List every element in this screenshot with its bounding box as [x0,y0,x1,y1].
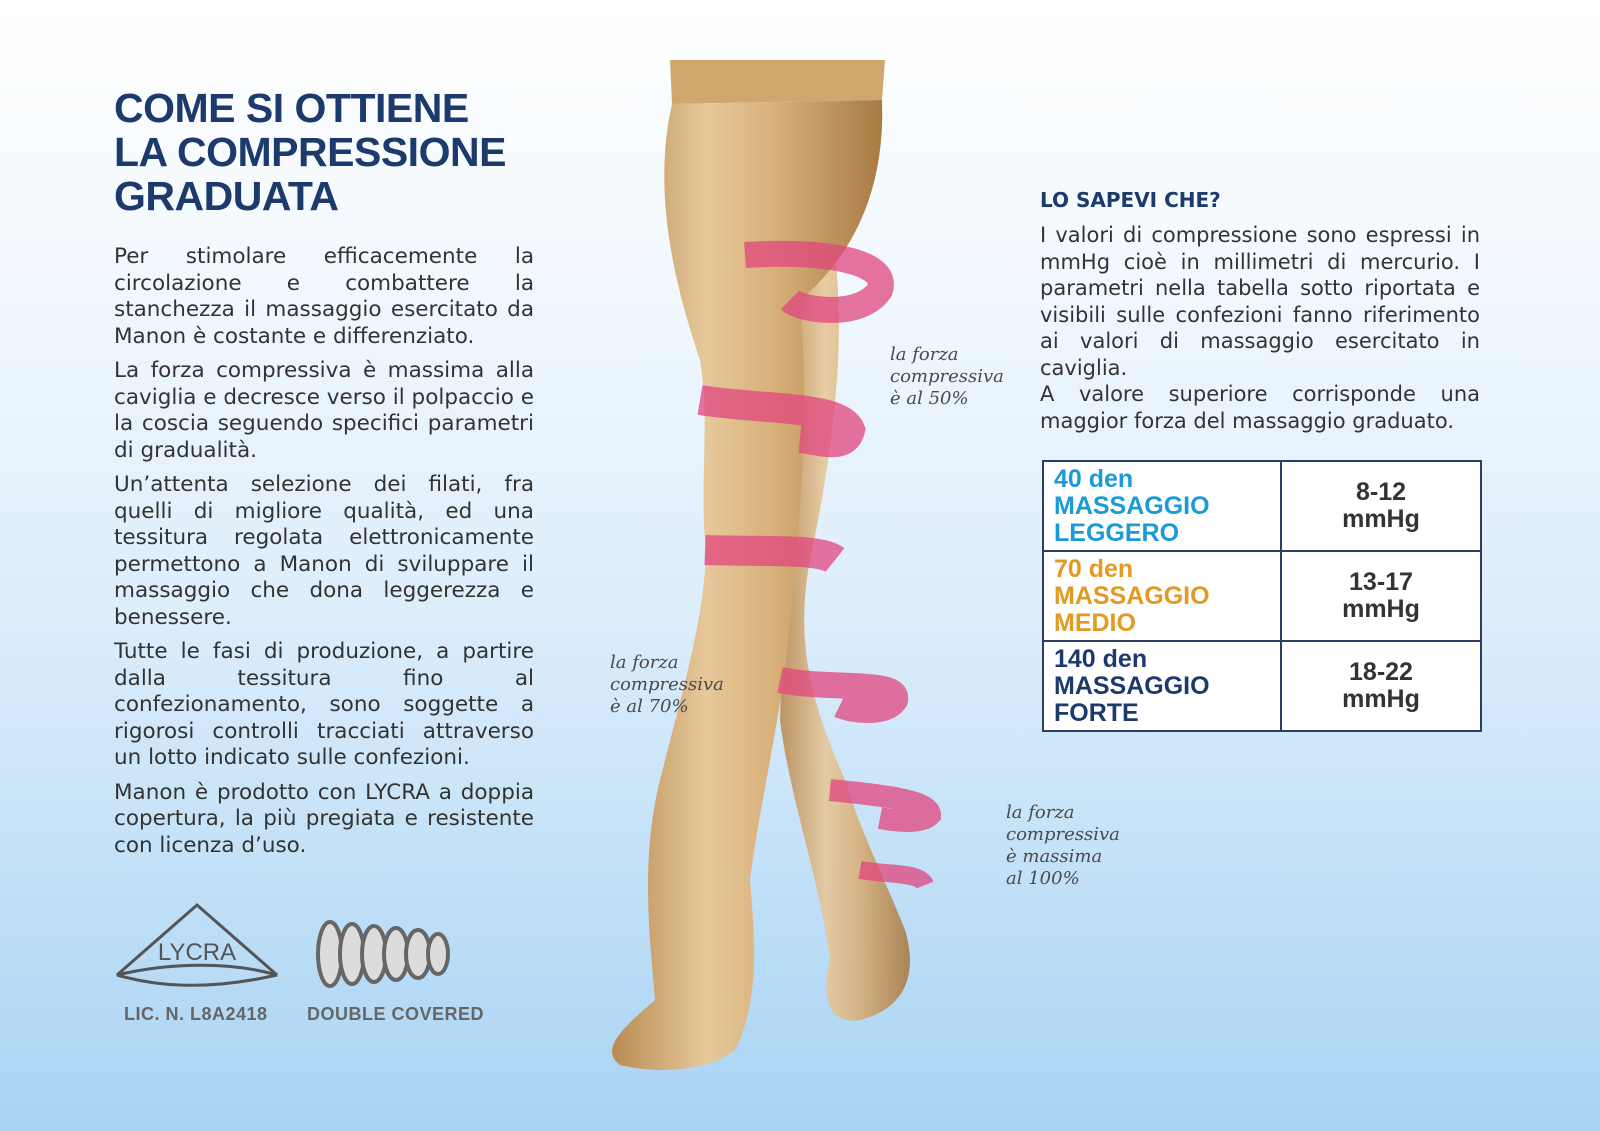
table-row [1043,641,1481,731]
lycra-logo [112,900,282,1000]
waistband [670,60,885,104]
paragraph-circulation: Per stimolare efficacemente la circolazione e combattere la stanchezza il massaggio esercitato da Manon è costante e differenziato. [114,244,534,349]
page-title [114,86,506,218]
paragraph-yarn-selection: Un’attenta selezione dei filati, fra quelli di migliore qualità, ed una tessitura regolata elettronicamente permettono a Manon di sviluppare il massaggio che dona leggerezza e benessere. [114,472,534,630]
title-line-3: GRADUATA [114,173,339,219]
mmhg-value: 13-17 mmHg [1281,551,1481,641]
did-you-know-text [1040,222,1480,434]
annotation-thigh: la forza compressiva è al 50% [890,344,1004,409]
paragraph-compression-force: La forza compressiva è massima alla caviglia e decresce verso il polpaccio e la coscia seguendo specifici parametri di gradualità. [114,358,534,463]
did-you-know-paragraph: A valore superiore corrisponde una maggior forza del massaggio graduato. [1040,382,1480,433]
den-label: 70 den MASSAGGIO MEDIO [1043,551,1281,641]
did-you-know-paragraph: I valori di compressione sono espressi in mmHg cioè in millimetri di mercurio. I parametri nella tabella sotto riportata e visibili sulle confezioni fanno riferimento ai valori di massaggio esercitato in caviglia. [1040,223,1480,380]
table-row [1043,551,1481,641]
lycra-license-caption: LIC. N. L8A2418 [124,1004,268,1024]
mmhg-value: 18-22 mmHg [1281,641,1481,731]
legs-illustration [560,0,1020,1131]
double-covered-icon [300,914,460,994]
description-text [114,244,534,867]
title-line-2: LA COMPRESSIONE [114,129,506,175]
paragraph-production: Tutte le fasi di produzione, a partire dalla tessitura fino al confezionamento, sono soggette a rigorosi controlli tracciati attraverso un lotto indicato sulle confezioni. [114,639,534,770]
annotation-calf: la forza compressiva è al 70% [610,652,724,717]
annotation-ankle: la forza compressiva è massima al 100% [1006,802,1120,889]
compression-table [1042,460,1482,732]
lycra-logo-text: LYCRA [157,939,237,966]
mmhg-value: 8-12 mmHg [1281,461,1481,551]
double-covered-caption: DOUBLE COVERED [307,1004,485,1024]
den-label: 40 den MASSAGGIO LEGGERO [1043,461,1281,551]
den-label: 140 den MASSAGGIO FORTE [1043,641,1281,731]
title-line-1: COME SI OTTIENE [114,85,469,131]
table-row [1043,461,1481,551]
compression-band-upper-calf [705,550,835,560]
did-you-know-title: LO SAPEVI CHE? [1040,188,1221,212]
paragraph-lycra: Manon è prodotto con LYCRA a doppia copertura, la più pregiata e resistente con licenza d’uso. [114,779,534,858]
